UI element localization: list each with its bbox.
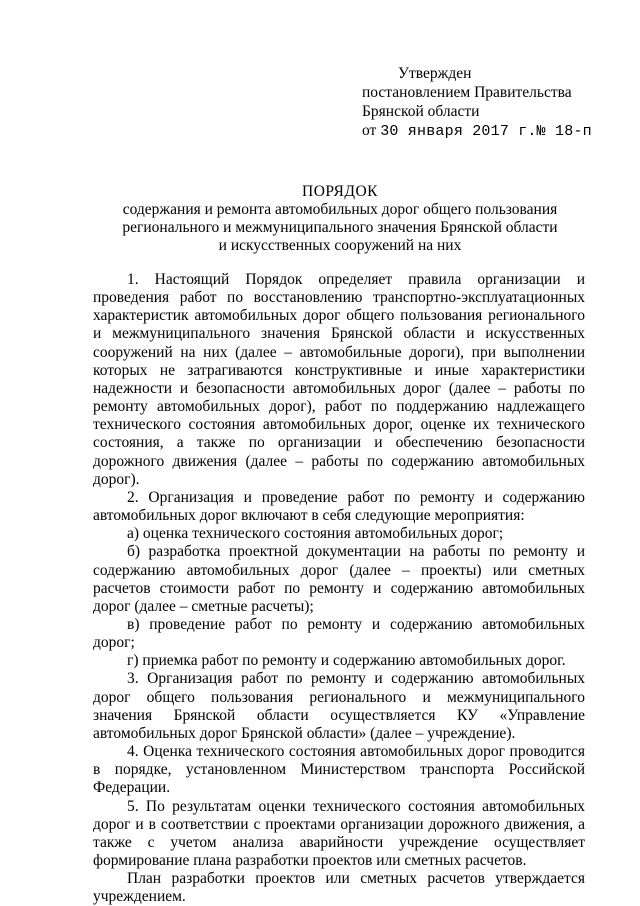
paragraph-2c: в) проведение работ по ремонту и содержанию автомобильных дорог; — [93, 615, 585, 652]
document-title — [100, 183, 580, 255]
approval-resolution: постановлением Правительства — [362, 84, 572, 101]
approval-block — [362, 64, 622, 141]
approval-date-line — [362, 121, 622, 141]
approval-date-prefix: от — [362, 122, 377, 139]
approval-region: Брянской области — [362, 103, 480, 120]
document-body — [93, 271, 585, 906]
paragraph-2d: г) приемка работ по ремонту и содержанию автомобильных дорог. — [127, 652, 566, 670]
paragraph-3: 3. Организация работ по ремонту и содержанию автомобильных дорог общего пользования регионального и межмуниципального значения Брянской области осуществляется КУ «Управление автомобильных дорог Брянской области» (далее – учреждение). — [93, 670, 585, 742]
paragraph-2a: а) оценка технического состояния автомобильных дорог; — [127, 525, 504, 543]
title-line-2: регионального и межмуниципального значения Брянской области — [122, 219, 558, 236]
title-line-1: содержания и ремонта автомобильных дорог общего пользования — [122, 201, 558, 218]
title-line-3: и искусственных сооружений на них — [218, 237, 462, 254]
paragraph-1: 1. Настоящий Порядок определяет правила организации и проведения работ по восстановлению транспортно-эксплуатационных характеристик автомобильных дорог общего пользования регионального и межмуниципального значения Брянской области и искусственных сооружений на них (далее – автомобильные дороги), при выполнении которых не затрагиваются конструктивные и иные характеристики надежности и безопасности автомобильных дорог (далее – работы по ремонту автомобильных дорог), работ по поддержанию надлежащего технического состояния автомобильных дорог, оценке их технического состояния, а также по организации и обеспечению безопасности дорожного движения (далее – работы по содержанию автомобильных дорог). — [93, 271, 585, 488]
approval-date-number: 30 января 2017 г.№ 18-п — [380, 123, 592, 140]
paragraph-2b: б) разработка проектной документации на работы по ремонту и содержанию автомобильных дорог (далее – проекты) или сметных расчетов стоимости работ по ремонту и содержанию автомобильных дорог (далее – сметные расчеты); — [93, 543, 585, 615]
document-heading: ПОРЯДОК — [302, 183, 378, 200]
paragraph-6: План разработки проектов или сметных расчетов утверждается учреждением. — [93, 870, 585, 906]
paragraph-2: 2. Организация и проведение работ по ремонту и содержанию автомобильных дорог включают в себя следующие мероприятия: — [93, 488, 585, 525]
paragraph-4: 4. Оценка технического состояния автомобильных дорог проводится в порядке, установленном Министерством транспорта Российской Федерации. — [93, 743, 585, 797]
approval-approved: Утвержден — [398, 65, 472, 82]
paragraph-5: 5. По результатам оценки технического состояния автомобильных дорог и в соответствии с проектами организации дорожного движения, а также с учетом анализа аварийности учреждение осуществляет формирование плана разработки проектов или сметных расчетов. — [93, 797, 585, 869]
